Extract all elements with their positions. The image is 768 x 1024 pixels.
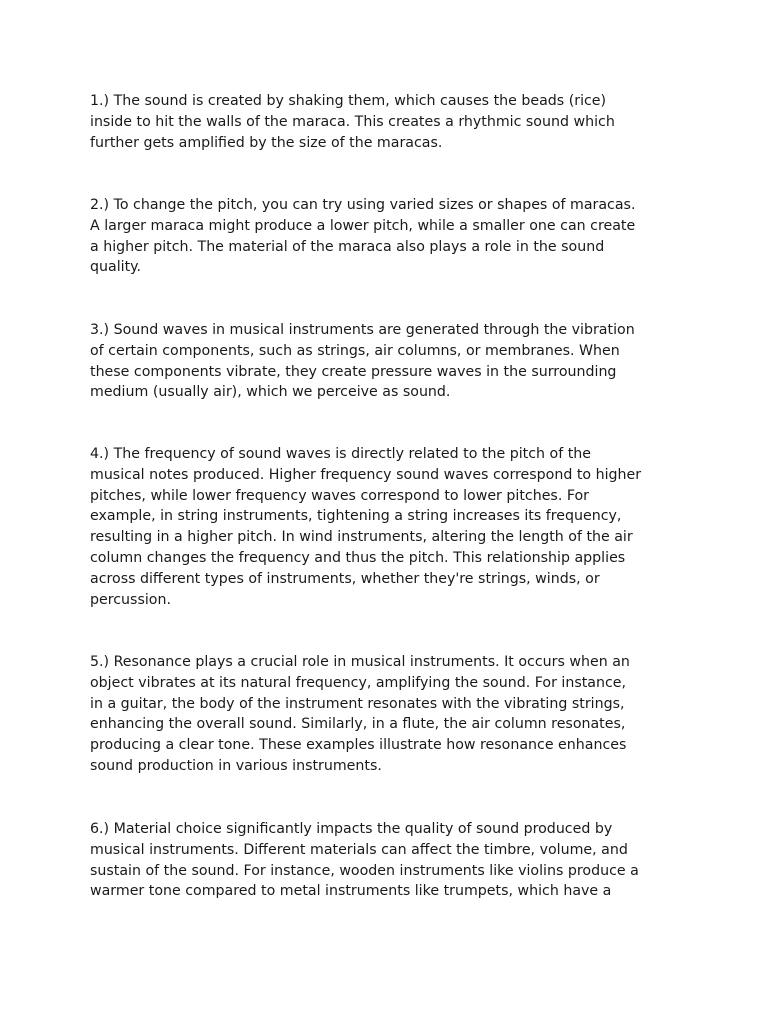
answer-paragraph-4: 4.) The frequency of sound waves is directly related to the pitch of the musical notes produced. Higher frequency sound waves correspond to higher pitches, while lower frequency waves correspond to lower pitches. For example, in string instruments, tightening a string increases its frequency, resulting in a higher pitch. In wind instruments, altering the length of the air column changes the frequency and thus the pitch. This relationship applies across different types of instruments, whether they're strings, winds, or percussion.: [90, 446, 642, 608]
answer-paragraph-2: 2.) To change the pitch, you can try using varied sizes or shapes of maracas. A larger maraca might produce a lower pitch, while a smaller one can create a higher pitch. The material of the maraca also plays a role in the sound quality.: [90, 197, 636, 276]
answer-paragraph-6: 6.) Material choice significantly impacts the quality of sound produced by musical instruments. Different materials can affect the timbre, volume, and sustain of the sound. For instance, wooden instruments like violins produce a warmer tone compared to metal instruments like trumpets, which have a: [90, 821, 639, 900]
answer-paragraph-1: 1.) The sound is created by shaking them, which causes the beads (rice) inside to hit the walls of the maraca. This creates a rhythmic sound which further gets amplified by the size of the maracas.: [90, 93, 615, 151]
answer-paragraph-3: 3.) Sound waves in musical instruments are generated through the vibration of certain components, such as strings, air columns, or membranes. When these components vibrate, they create pressure waves in the surrounding medium (usually air), which we perceive as sound.: [90, 322, 635, 401]
answer-paragraph-5: 5.) Resonance plays a crucial role in musical instruments. It occurs when an object vibrates at its natural frequency, amplifying the sound. For instance, in a guitar, the body of the instrument resonates with the vibrating strings, enhancing the overall sound. Similarly, in a flute, the air column resonates, producing a clear tone. These examples illustrate how resonance enhances sound production in various instruments.: [90, 654, 630, 774]
